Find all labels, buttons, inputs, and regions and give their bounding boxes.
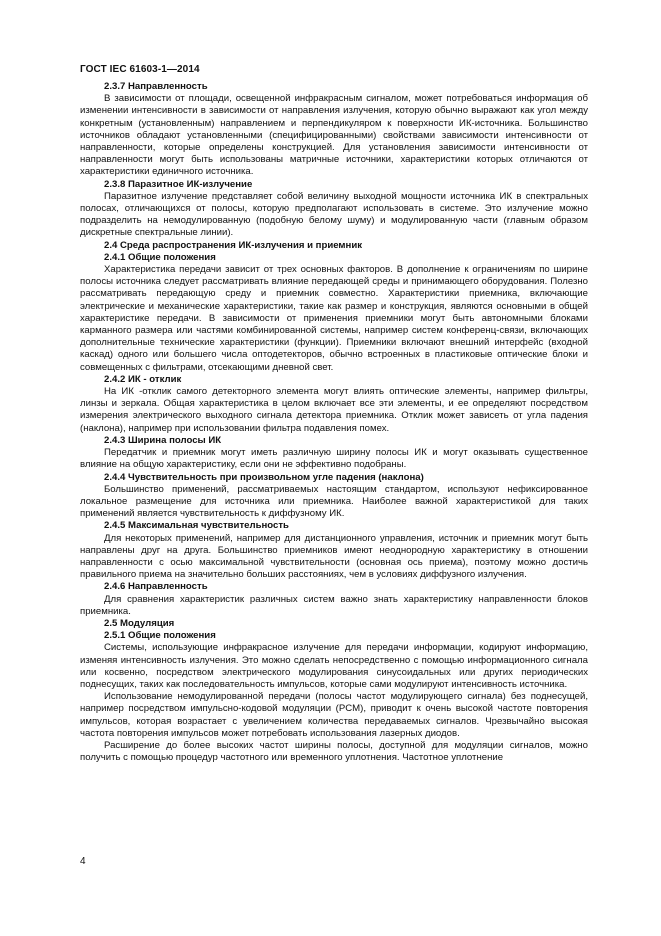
paragraph: Большинство применений, рассматриваемых настоящим стандартом, используют нефиксированное локальное размещение для источника или приемника. Наиболее важной характеристикой для таких применений является чувствительность к диффузному ИК. — [80, 483, 588, 520]
section-heading: 2.4.2 ИК - отклик — [104, 373, 182, 385]
paragraph: Для некоторых применений, например для дистанционного управления, источник и приемник могут быть направлены друг на друга. Большинство приемников имеют неоднородную характеристику в отношении направленности с осью максимальной чувствительности (основная ось приема), поэтому можно достичь правильного приема на значительно больших расстояниях, чем в условиях диффузного излучения. — [80, 532, 588, 581]
paragraph: Паразитное излучение представляет собой величину выходной мощности источника ИК в спектральных полосах, отличающихся от полосы, которую предполагают использовать в системе. Это излучение можно подразделить на немодулированную (подобную белому шуму) и модулированную части (главным образом дискретные спектральные линии). — [80, 190, 588, 239]
section-heading: 2.3.8 Паразитное ИК-излучение — [104, 178, 253, 190]
paragraph: Использование немодулированной передачи (полосы частот модулирующего сигнала) без поднесущей, например посредством импульсно-кодовой модуляции (PCM), приводит к очень высокой частоте повторения импульсов, которая возрастает с увеличением количества передаваемых сигналов. Чрезвычайно высокая частота повторения импульсов может потребовать использования лазерных диодов. — [80, 691, 588, 739]
section-heading: 2.5.1 Общие положения — [104, 630, 216, 642]
paragraph: Системы, использующие инфракрасное излучение для передачи информации, кодируют информацию, изменяя интенсивность излучения. Это можно сделать непосредственно с помощью информационного сигнала или косвенно, посредством электрического модулирования синусоидальных или других периодических поднесущих, таких как последовательность импульсов, которые сами модулируют интенсивность источника. — [80, 642, 588, 690]
section-heading: 2.5 Модуляция — [104, 617, 175, 629]
section-heading: 2.4 Среда распространения ИК-излучения и приемник — [104, 239, 363, 251]
paragraph: Характеристика передачи зависит от трех основных факторов. В дополнение к ограничениям по ширине полосы источника следует рассматривать влияние передающей среды и принимающего оборудования. Полезно рассматривать передающую среду и приемник совместно. Характеристики приемника, включающие электрические и механические характеристики, такие как размер и конструкция, являются основными в общей характеристике передачи. В зависимости от применения приемники могут быть автономными блоками карманного размера или частями комбинированной системы, например систем конференц-связи, включающих дополнительные технические характеристики (функции). Приемники включают внешний интерфейс (входной каскад) одного или большего числа оптодетекторов, обычно встроенных в пластиковые оптические блоки и совмещенных с фильтрами, отсекающими дневной свет. — [80, 264, 588, 373]
document-header: ГОСТ IEC 61603-1—2014 — [80, 64, 200, 75]
paragraph: Расширение до более высоких частот ширины полосы, доступной для модуляции сигналов, можно получить с помощью процедур частотного или временного уплотнения. Частотное уплотнение — [80, 739, 588, 764]
paragraph: На ИК -отклик самого детекторного элемента могут влиять оптические элементы, например фильтры, линзы и зеркала. Общая характеристика в целом включает все эти элементы, и ее определяют посредством измерения электрического выходного сигнала детектора приемника. Отклик может зависеть от угла падения (наклона), например при использовании фильтра подавления помех. — [80, 386, 588, 434]
paragraph: Для сравнения характеристик различных систем важно знать характеристику направленности блоков приемника. — [80, 593, 588, 617]
page-number: 4 — [80, 856, 86, 867]
paragraph: В зависимости от площади, освещенной инфракрасным сигналом, может потребоваться информация об изменении интенсивности в зависимости от направления излучения, которую обычно выражают как угол между конкретным (установленным) направлением и перпендикуляром к поверхности ИК-источника. Большинство источников обладают установленными (специфицированными) свойствами зависимости интенсивности от направленности, которые определены конструкцией. Для установления зависимости интенсивности от направленности могут быть использованы матричные источники, характеристики которых отличаются от характеристики единичного источника. — [80, 93, 588, 178]
section-heading: 2.4.3 Ширина полосы ИК — [104, 434, 222, 446]
document-body — [80, 81, 588, 764]
paragraph: Передатчик и приемник могут иметь различную ширину полосы ИК и могут оказывать существенное влияние на общую характеристику, если они не эффективно подобраны. — [80, 447, 588, 471]
section-heading: 2.4.1 Общие положения — [104, 251, 216, 263]
section-heading: 2.4.5 Максимальная чувствительность — [104, 520, 289, 532]
section-heading: 2.3.7 Направленность — [104, 81, 208, 92]
section-heading: 2.4.6 Направленность — [104, 581, 208, 593]
section-heading: 2.4.4 Чувствительность при произвольном угле падения (наклона) — [104, 471, 424, 483]
